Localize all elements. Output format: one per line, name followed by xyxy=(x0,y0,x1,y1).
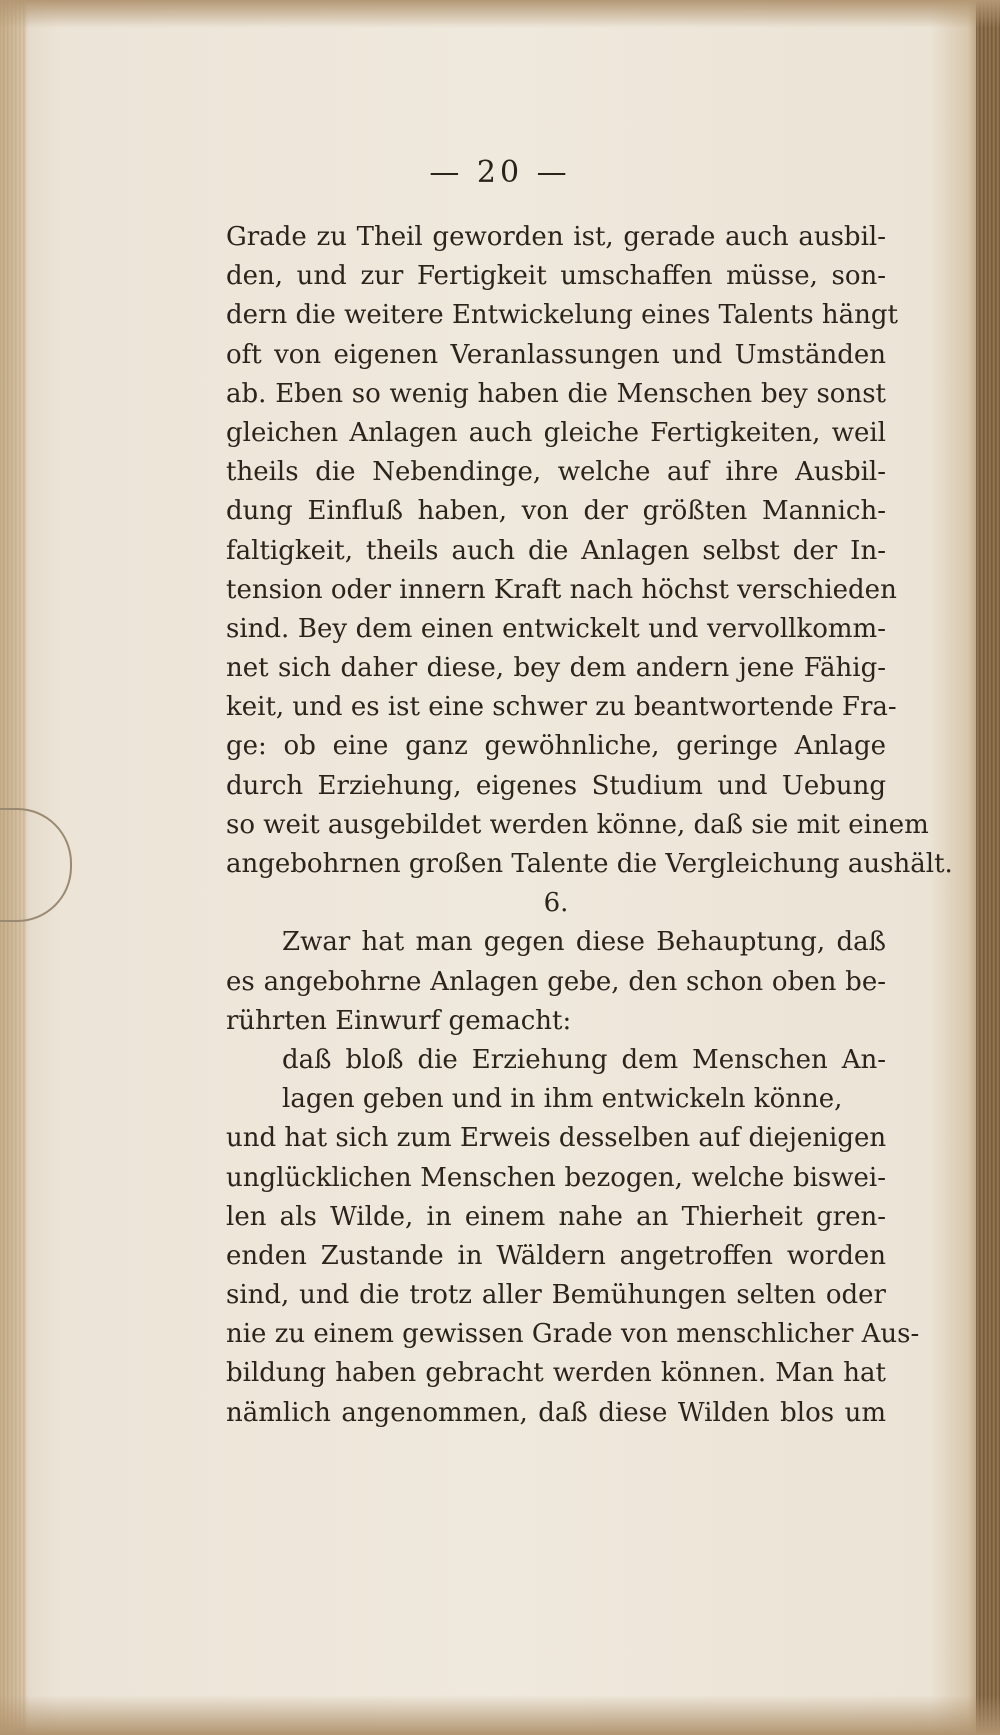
page-number: — 20 — xyxy=(429,155,571,190)
text-line: keit, und es ist eine schwer zu beantwortende Fra- xyxy=(226,692,897,723)
text-line: Zwar hat man gegen diese Behauptung, daß xyxy=(282,927,886,958)
text-line: oft von eigenen Veranlassungen und Umständen xyxy=(226,339,886,370)
text-line: faltigkeit, theils auch die Anlagen selbst der In- xyxy=(226,535,886,566)
text-line: enden Zustande in Wäldern angetroffen worden xyxy=(226,1240,886,1271)
text-line: sind, und die trotz aller Bemühungen selten oder xyxy=(226,1280,886,1311)
text-line: ge: ob eine ganz gewöhnliche, geringe Anlage xyxy=(226,731,886,762)
text-line: gleichen Anlagen auch gleiche Fertigkeiten, weil xyxy=(226,417,886,448)
text-line: den, und zur Fertigkeit umschaffen müsse, son- xyxy=(226,261,886,292)
bottom-shadow xyxy=(0,1695,1000,1735)
text-line: angebohrnen großen Talente die Vergleichung aushält. xyxy=(226,849,953,879)
quote-line: lagen geben und in ihm entwickeln könne, xyxy=(282,1084,843,1115)
section-number: 6. xyxy=(543,888,569,919)
text-line: net sich daher diese, bey dem andern jene Fähig- xyxy=(226,653,886,684)
text-line: tension oder innern Kraft nach höchst verschieden xyxy=(226,574,897,605)
text-line: ab. Eben so wenig haben die Menschen bey sonst xyxy=(226,378,886,409)
quote-line: daß bloß die Erziehung dem Menschen An- xyxy=(282,1044,886,1075)
text-line: unglücklichen Menschen bezogen, welche biswei- xyxy=(226,1162,886,1193)
top-shadow xyxy=(0,0,1000,28)
text-line: bildung haben gebracht werden können. Man hat xyxy=(226,1358,886,1389)
text-line: Grade zu Theil geworden ist, gerade auch ausbil- xyxy=(226,222,886,252)
text-line: durch Erziehung, eigenes Studium und Uebung xyxy=(226,770,886,801)
text-line: und hat sich zum Erweis desselben auf diejenigen xyxy=(226,1123,887,1154)
body-text xyxy=(226,218,953,1433)
text-line: so weit ausgebildet werden könne, daß sie mit einem xyxy=(226,809,929,840)
page-edges xyxy=(976,0,1000,1735)
text-line: nämlich angenommen, daß diese Wilden blos um xyxy=(226,1397,886,1428)
text-line: len als Wilde, in einem nahe an Thierheit gren- xyxy=(226,1201,886,1232)
text-line: sind. Bey dem einen entwickelt und vervollkomm- xyxy=(226,613,886,644)
text-line: nie zu einem gewissen Grade von menschlicher Aus- xyxy=(226,1319,920,1350)
text-line: es angebohrne Anlagen gebe, den schon oben be- xyxy=(226,966,886,997)
text-line: theils die Nebendinge, welche auf ihre Ausbil- xyxy=(226,457,886,488)
text-line: rührten Einwurf gemacht: xyxy=(226,1005,572,1036)
text-line: dern die weitere Entwickelung eines Talents hängt xyxy=(226,300,898,331)
paper-clip-mark xyxy=(0,808,72,922)
text-line: dung Einfluß haben, von der größten Mannich- xyxy=(226,496,886,527)
